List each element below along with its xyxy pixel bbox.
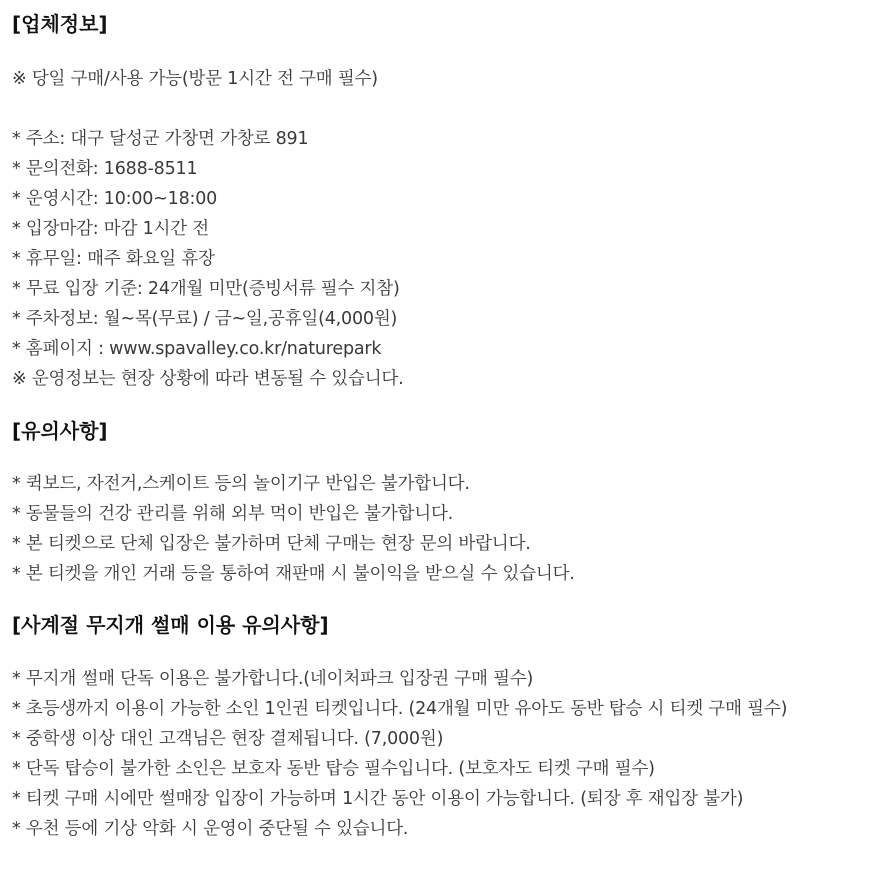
- precaution-item: * 퀵보드, 자전거,스케이트 등의 놀이기구 반입은 불가합니다.: [12, 474, 470, 494]
- precaution-item: * 본 티켓을 개인 거래 등을 통하여 재판매 시 불이익을 받으실 수 있습니다.: [12, 564, 575, 584]
- phone-line: * 문의전화: 1688-8511: [12, 159, 198, 179]
- precaution-item: * 동물들의 건강 관리를 위해 외부 먹이 반입은 불가합니다.: [12, 504, 454, 524]
- change-notice-line: ※ 운영정보는 현장 상황에 따라 변동될 수 있습니다.: [12, 369, 404, 389]
- section-title-precautions: [유의사항]: [12, 419, 108, 443]
- sled-item: * 무지개 썰매 단독 이용은 불가합니다.(네이처파크 입장권 구매 필수): [12, 669, 534, 689]
- hours-line: * 운영시간: 10:00~18:00: [12, 189, 218, 209]
- sled-item: * 초등생까지 이용이 가능한 소인 1인권 티켓입니다. (24개월 미만 유아도 동반 탑승 시 티켓 구매 필수): [12, 699, 788, 719]
- notice-line: ※ 당일 구매/사용 가능(방문 1시간 전 구매 필수): [12, 69, 378, 89]
- sled-item: * 우천 등에 기상 악화 시 운영이 중단될 수 있습니다.: [12, 819, 409, 839]
- section-title-company-info: [업체정보]: [12, 12, 108, 36]
- sled-item: * 단독 탑승이 불가한 소인은 보호자 동반 탑승 필수입니다. (보호자도 티켓 구매 필수): [12, 759, 655, 779]
- closed-day-line: * 휴무일: 매주 화요일 휴장: [12, 249, 215, 269]
- parking-line: * 주차정보: 월~목(무료) / 금~일,공휴일(4,000원): [12, 309, 398, 329]
- precaution-item: * 본 티켓으로 단체 입장은 불가하며 단체 구매는 현장 문의 바랍니다.: [12, 534, 531, 554]
- entry-close-line: * 입장마감: 마감 1시간 전: [12, 219, 209, 239]
- free-entry-line: * 무료 입장 기준: 24개월 미만(증빙서류 필수 지참): [12, 279, 400, 299]
- homepage-line: * 홈페이지 : www.spavalley.co.kr/naturepark: [12, 339, 382, 359]
- section-title-sled-precautions: [사계절 무지개 썰매 이용 유의사항]: [12, 613, 329, 637]
- sled-item: * 티켓 구매 시에만 썰매장 입장이 가능하며 1시간 동안 이용이 가능합니다. (퇴장 후 재입장 불가): [12, 789, 744, 809]
- sled-item: * 중학생 이상 대인 고객님은 현장 결제됩니다. (7,000원): [12, 729, 444, 749]
- address-line: * 주소: 대구 달성군 가창면 가창로 891: [12, 129, 309, 149]
